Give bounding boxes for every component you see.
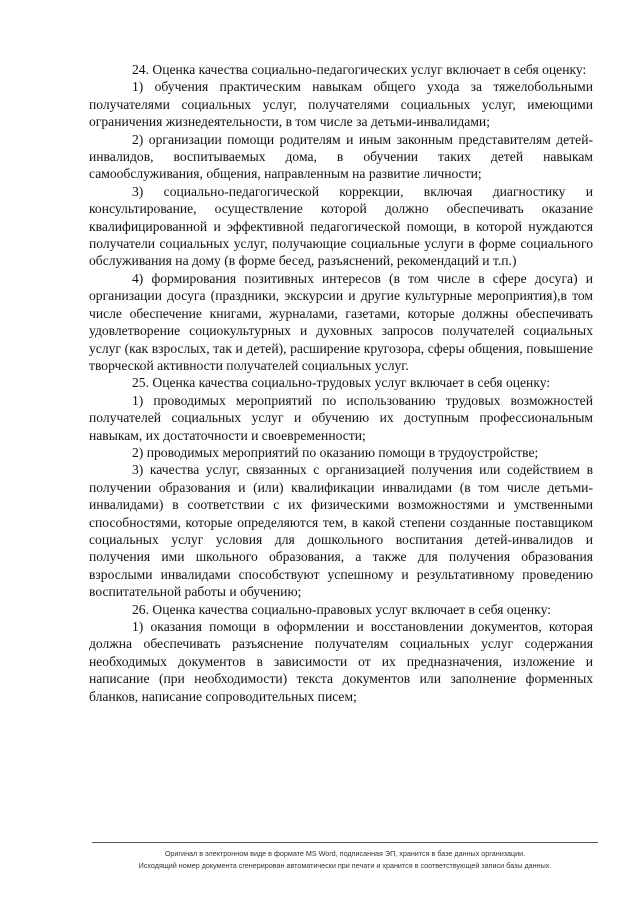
paragraph-24-item-2: 2) организации помощи родителям и иным законным представителям детей-инвалидов, воспитываемых дома, в обучении таких детей навыкам самообслуживания, общения, направленным на развитие личности; xyxy=(89,131,593,182)
footer-note-number: Исходящий номер документа сгенерирован автоматически при печати и хранится в соответствующей записи базы данных. xyxy=(138,861,552,870)
footer-note-original: Оригинал в электронном виде в формате MS Word, подписанная ЭП, хранится в базе данных организации. xyxy=(164,849,526,858)
paragraph-24-heading: 24. Оценка качества социально-педагогических услуг включает в себя оценку: xyxy=(132,62,587,77)
paragraph-25-heading: 25. Оценка качества социально-трудовых услуг включает в себя оценку: xyxy=(132,375,551,391)
paragraph-24-item-4: 4) формирования позитивных интересов (в том числе в сфере досуга) и организации досуга (праздники, экскурсии и другие культурные мероприятия),в том числе обеспечение книгами, журналами, газетами, которые должны обеспечивать удовлетворение социокультурных и духовных запросов получателей социальных услуг (как взрослых, так и детей), расширение кругозора, сферы общения, повышение творческой активности получателей социальных услуг. xyxy=(89,270,593,373)
paragraph-26-item-1: 1) оказания помощи в оформлении и восстановлении документов, которая должна обеспечивать разъяснение получателям социальных услуг содержания необходимых документов в зависимости от их предназначения, изложение и написание (при необходимости) текста документов или заполнение форменных бланков, написание сопроводительных писем; xyxy=(89,619,593,704)
footer-divider xyxy=(92,842,598,843)
paragraph-24-item-1: 1) обучения практическим навыкам общего ухода за тяжелобольными получателями социальных услуг, получателями социальных услуг, имеющими ограничения жизнедеятельности, в том числе за детьми-инвалидами; xyxy=(89,79,593,130)
paragraph-25-item-2: 2) проводимых мероприятий по оказанию помощи в трудоустройстве; xyxy=(132,444,539,460)
paragraph-25-item-3: 3) качества услуг, связанных с организацией получения или содействием в получении образования и (или) квалификации инвалидами (в том числе детьми-инвалидами) в соответствии с их физическими возможностями и умственными способностями, которые определяются тем, в какой степени созданные поставщиком социальных услуг условия для дошкольного воспитания детей-инвалидов и получения ими школьного образования, а также для получения образования взрослыми инвалидами способствуют успешному и результативному проведению воспитательной работы и обучению; xyxy=(89,462,593,600)
paragraph-24-item-3: 3) социально-педагогической коррекции, включая диагностику и консультирование, осуществление которой должно обеспечивать оказание квалифицированной и эффективной педагогической помощи, в которой нуждаются получатели социальных услуг, получающие социальные услуги в форме социального обслуживания на дому (в форме бесед, разъяснений, рекомендаций и т.п.) xyxy=(89,183,593,269)
page-footer xyxy=(92,848,598,872)
paragraph-26-heading: 26. Оценка качества социально-правовых услуг включает в себя оценку: xyxy=(132,601,551,617)
document-body xyxy=(89,61,593,705)
paragraph-25-item-1: 1) проводимых мероприятий по использованию трудовых возможностей получателей социальных услуг и обучению их доступным профессиональным навыкам, их достаточности и своевременности; xyxy=(89,392,593,443)
